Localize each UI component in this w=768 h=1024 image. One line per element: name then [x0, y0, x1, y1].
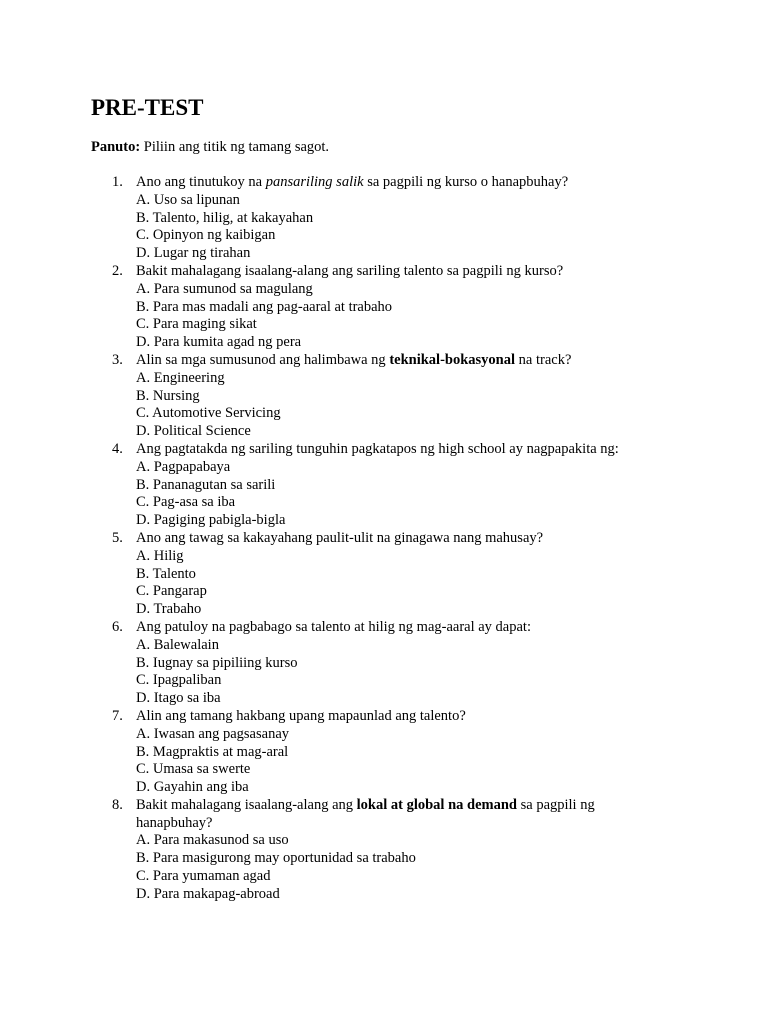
- question-text: Ang patuloy na pagbabago sa talento at hilig ng mag-aaral ay dapat:: [136, 618, 531, 635]
- question-item: [91, 263, 691, 352]
- instruction-label: Panuto:: [91, 139, 141, 155]
- choice-b: B. Pananagutan sa sarili: [136, 476, 276, 493]
- question-text-strong: teknikal-bokasyonal: [389, 351, 516, 368]
- question-number: 2.: [112, 262, 123, 279]
- question-number: 5.: [112, 529, 123, 546]
- choice-c: C. Para yumaman agad: [136, 868, 271, 885]
- question-text-after: sa pagpili ng: [516, 796, 595, 813]
- choice-a: A. Iwasan ang pagsasanay: [136, 725, 290, 742]
- question-text-before: Alin sa mga sumusunod ang halimbawa ng: [136, 351, 390, 368]
- question-number: 4.: [112, 440, 123, 457]
- choice-d: D. Lugar ng tirahan: [136, 245, 251, 262]
- question-text: Ang pagtatakda ng sariling tunguhin pagkatapos ng high school ay nagpapakita ng:: [136, 440, 619, 457]
- choice-b: B. Magpraktis at mag-aral: [136, 743, 289, 760]
- question-text: [136, 797, 691, 815]
- question-text-strong: lokal at global na demand: [356, 796, 517, 813]
- question-item: [91, 619, 691, 708]
- question-text-before: Ano ang tinutukoy na: [136, 174, 266, 190]
- question-item: [91, 530, 691, 619]
- question-number: 7.: [112, 707, 123, 724]
- choice-b: B. Iugnay sa pipiliing kurso: [136, 654, 298, 671]
- choice-d: D. Pagiging pabigla-bigla: [136, 512, 286, 529]
- choice-b: B. Talento: [136, 565, 196, 582]
- choice-b: B. Para masigurong may oportunidad sa trabaho: [136, 850, 416, 867]
- instruction-line: [91, 138, 329, 156]
- question-number: 1.: [112, 174, 123, 190]
- question-text: Alin ang tamang hakbang upang mapaunlad ang talento?: [136, 707, 466, 724]
- question-item: [91, 708, 691, 797]
- choice-c: C. Opinyon ng kaibigan: [136, 227, 276, 244]
- question-text: [136, 352, 691, 370]
- choice-d: D. Para makapag-abroad: [136, 885, 280, 902]
- question-text-after: sa pagpili ng kurso o hanapbuhay?: [363, 174, 569, 190]
- question-number: 8.: [112, 796, 123, 813]
- instruction-text: Piliin ang titik ng tamang sagot.: [143, 139, 330, 155]
- question-text: Ano ang tawag sa kakayahang paulit-ulit na ginagawa nang mahusay?: [136, 529, 544, 546]
- choice-a: A. Uso sa lipunan: [136, 191, 240, 208]
- choice-c: C. Umasa sa swerte: [136, 761, 251, 778]
- choice-a: A. Balewalain: [136, 636, 219, 653]
- choice-d: D. Itago sa iba: [136, 690, 221, 707]
- choice-b: B. Talento, hilig, at kakayahan: [136, 209, 314, 226]
- choice-a: A. Hilig: [136, 547, 184, 564]
- choice-d: D. Trabaho: [136, 601, 202, 618]
- choice-a: A. Engineering: [136, 369, 225, 386]
- choice-c: C. Pag-asa sa iba: [136, 494, 236, 511]
- question-item: [91, 441, 691, 530]
- question-text-before: Bakit mahalagang isaalang-alang ang: [136, 796, 357, 813]
- choice-d: D. Gayahin ang iba: [136, 779, 249, 796]
- question-item: [91, 174, 691, 263]
- choice-b: B. Para mas madali ang pag-aaral at trabaho: [136, 298, 393, 315]
- choice-c: C. Pangarap: [136, 583, 207, 600]
- question-text-after: na track?: [515, 351, 572, 368]
- choice-d: D. Political Science: [136, 423, 251, 440]
- question-text: Bakit mahalagang isaalang-alang ang sariling talento sa pagpili ng kurso?: [136, 262, 564, 279]
- choice-a: A. Para makasunod sa uso: [136, 832, 289, 849]
- question-item: [91, 797, 691, 904]
- choice-c: C. Para maging sikat: [136, 316, 257, 333]
- choice-a: A. Para sumunod sa magulang: [136, 280, 313, 297]
- choice-a: A. Pagpapabaya: [136, 458, 231, 475]
- question-number: 6.: [112, 618, 123, 635]
- question-text-continuation: hanapbuhay?: [136, 814, 213, 831]
- choice-b: B. Nursing: [136, 387, 200, 404]
- question-number: 3.: [112, 351, 123, 368]
- choice-c: C. Automotive Servicing: [136, 405, 281, 422]
- question-text: [136, 174, 691, 192]
- choice-c: C. Ipagpaliban: [136, 672, 222, 689]
- choice-d: D. Para kumita agad ng pera: [136, 334, 302, 351]
- question-item: [91, 352, 691, 441]
- page-title: PRE-TEST: [91, 95, 204, 120]
- question-list: [91, 174, 691, 904]
- question-text-emphasis: pansariling salik: [265, 174, 364, 190]
